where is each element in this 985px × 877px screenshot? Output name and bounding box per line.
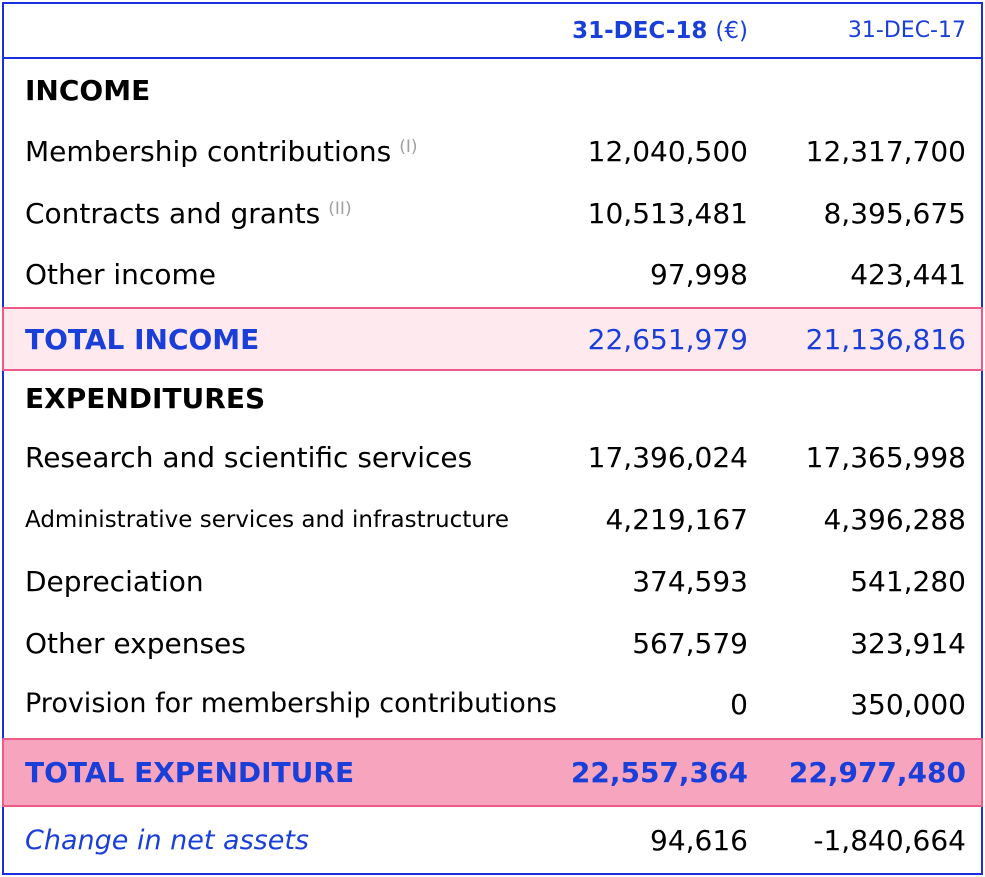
column-header-2018 (572, 18, 748, 44)
row-label-text: Contracts and grants (25, 197, 321, 230)
row-value-2018: 97,998 (650, 258, 748, 291)
table-row (2, 430, 983, 492)
row-label-text: Membership contributions (25, 135, 392, 168)
row-value-2018: 17,396,024 (587, 441, 748, 474)
table-row (2, 186, 983, 246)
row-value-2017: 541,280 (850, 565, 966, 598)
section-title-expenditures: EXPENDITURES (25, 382, 266, 415)
row-label: Other income (25, 258, 216, 291)
total-expenditure-label: TOTAL EXPENDITURE (25, 756, 355, 789)
footnote-marker: (I) (399, 137, 418, 157)
table-row (2, 677, 983, 739)
row-value-2018: 12,040,500 (587, 135, 748, 168)
row-label: Provision for membership contributions (25, 688, 557, 719)
currency-unit: (€) (715, 18, 748, 44)
row-value-2017: 423,441 (850, 258, 966, 291)
total-expenditure-2017: 22,977,480 (788, 756, 966, 789)
table-row (2, 492, 983, 554)
row-value-2018: 0 (730, 688, 748, 721)
row-value-2017: 12,317,700 (805, 135, 966, 168)
row-label (25, 197, 352, 230)
net-change-row (2, 808, 983, 874)
total-income-2017: 21,136,816 (805, 323, 966, 356)
column-header-2017: 31-DEC-17 (847, 18, 966, 43)
row-label: Research and scientific services (25, 441, 473, 474)
header-divider (2, 57, 983, 59)
row-label: Depreciation (25, 565, 204, 598)
net-change-2017: -1,840,664 (813, 824, 966, 857)
table-row (2, 616, 983, 678)
total-expenditure-2018: 22,557,364 (570, 756, 748, 789)
row-value-2018: 567,579 (632, 627, 748, 660)
row-value-2017: 4,396,288 (823, 503, 966, 536)
row-label: Administrative services and infrastructure (25, 507, 509, 533)
total-expenditure-row (2, 738, 983, 807)
total-income-label: TOTAL INCOME (25, 323, 260, 356)
row-value-2018: 10,513,481 (587, 197, 748, 230)
row-label: Other expenses (25, 627, 246, 660)
column-header-2018-date: 31-DEC-18 (572, 18, 708, 44)
table-row (2, 247, 983, 307)
row-value-2018: 4,219,167 (605, 503, 748, 536)
row-value-2017: 350,000 (850, 688, 966, 721)
section-title-income: INCOME (25, 74, 151, 107)
table-header (2, 2, 983, 57)
row-label (25, 135, 418, 168)
row-value-2017: 17,365,998 (805, 441, 966, 474)
section-expenditures (2, 372, 983, 430)
net-change-label: Change in net assets (25, 825, 309, 856)
row-value-2017: 323,914 (850, 627, 966, 660)
row-value-2017: 8,395,675 (823, 197, 966, 230)
net-change-2018: 94,616 (650, 824, 748, 857)
row-value-2018: 374,593 (632, 565, 748, 598)
table-row (2, 554, 983, 616)
total-income-2018: 22,651,979 (587, 323, 748, 356)
table-row (2, 124, 983, 184)
section-income (2, 62, 983, 122)
total-income-row (2, 307, 983, 371)
footnote-marker: (II) (328, 199, 352, 219)
